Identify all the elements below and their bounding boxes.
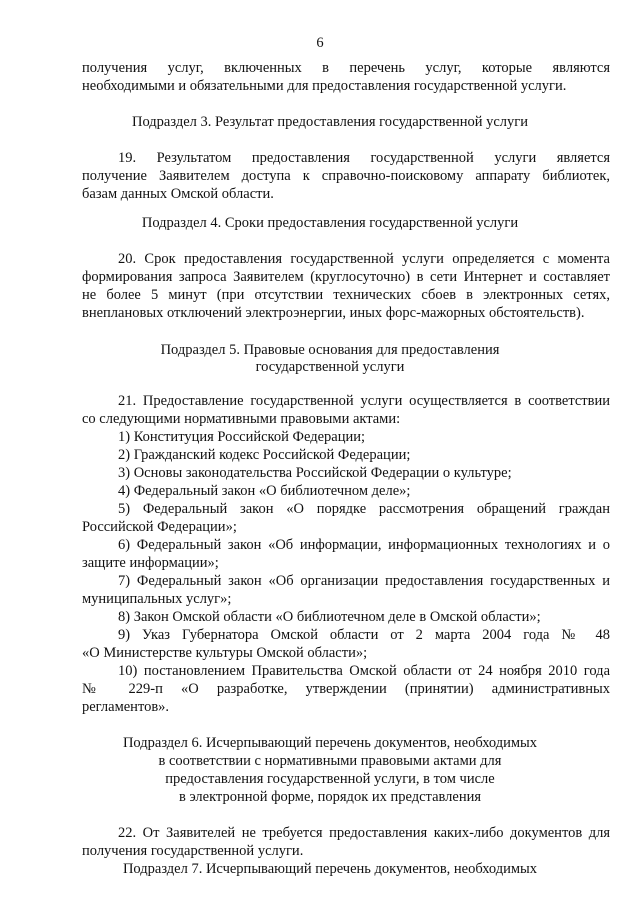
list-item-continuation: муниципальных услуг»; [82,591,232,607]
paragraph-line: 19. Результатом предоставления государственной услуги является [118,150,610,166]
section-heading: в соответствии с нормативными правовыми актами для [158,753,502,769]
list-item: 1) Конституция Российской Федерации; [118,429,365,445]
list-item: 9) Указ Губернатора Омской области от 2 марта 2004 года № 48 [118,627,610,643]
paragraph-line: получения государственной услуги. [82,843,304,859]
list-item: 3) Основы законодательства Российской Федерации о культуре; [118,465,512,481]
paragraph-line: 22. От Заявителей не требуется предоставления каких-либо документов для [118,825,610,841]
section-heading: в электронной форме, порядок их представления [178,789,482,805]
section-heading: Подраздел 7. Исчерпывающий перечень документов, необходимых [122,861,538,877]
list-item: 10) постановлением Правительства Омской области от 24 ноября 2010 года [118,663,610,679]
page-number: 6 [316,35,324,51]
paragraph-line: получение Заявителем доступа к справочно-поисковому аппарату библиотек, [82,168,610,184]
paragraph-line: 20. Срок предоставления государственной услуги определяется с момента [118,251,610,267]
section-heading: Подраздел 3. Результат предоставления государственной услуги [132,114,528,130]
section-heading: предоставления государственной услуги, в том числе [165,771,495,787]
list-item: 6) Федеральный закон «Об информации, информационных технологиях и о [118,537,610,553]
list-item: 7) Федеральный закон «Об организации предоставления государственных и [118,573,610,589]
list-item: 8) Закон Омской области «О библиотечном деле в Омской области»; [118,609,541,625]
list-item: 4) Федеральный закон «О библиотечном деле»; [118,483,411,499]
paragraph-line: со следующими нормативными правовыми актами: [82,411,401,427]
section-heading: Подраздел 6. Исчерпывающий перечень документов, необходимых [122,735,538,751]
list-item-continuation: Российской Федерации»; [82,519,237,535]
paragraph-line: 21. Предоставление государственной услуги осуществляется в соответствии [118,393,610,409]
section-heading: государственной услуги [255,359,405,375]
paragraph-line: формирования запроса Заявителем (круглосуточно) в сети Интернет и составляет [82,269,610,285]
paragraph-line: не более 5 минут (при отсутствии технических сбоев в электронных сетях, [82,287,610,303]
list-item-continuation: «О Министерстве культуры Омской области»; [82,645,368,661]
list-item-continuation: регламентов». [82,699,170,715]
paragraph-line: базам данных Омской области. [82,186,274,202]
list-item: 5) Федеральный закон «О порядке рассмотрения обращений граждан [118,501,610,517]
section-heading: Подраздел 4. Сроки предоставления государственной услуги [141,215,519,231]
paragraph-line: внеплановых отключений электроэнергии, иных форс-мажорных обстоятельств). [82,305,585,321]
list-item: 2) Гражданский кодекс Российской Федерации; [118,447,411,463]
paragraph-line: необходимыми и обязательными для предоставления государственной услуги. [82,78,567,94]
list-item-continuation: защите информации»; [82,555,219,571]
list-item-continuation: № 229-п «О разработке, утверждении (принятии) административных [82,681,610,697]
paragraph-line: получения услуг, включенных в перечень услуг, которые являются [82,60,610,76]
section-heading: Подраздел 5. Правовые основания для предоставления [160,342,500,358]
